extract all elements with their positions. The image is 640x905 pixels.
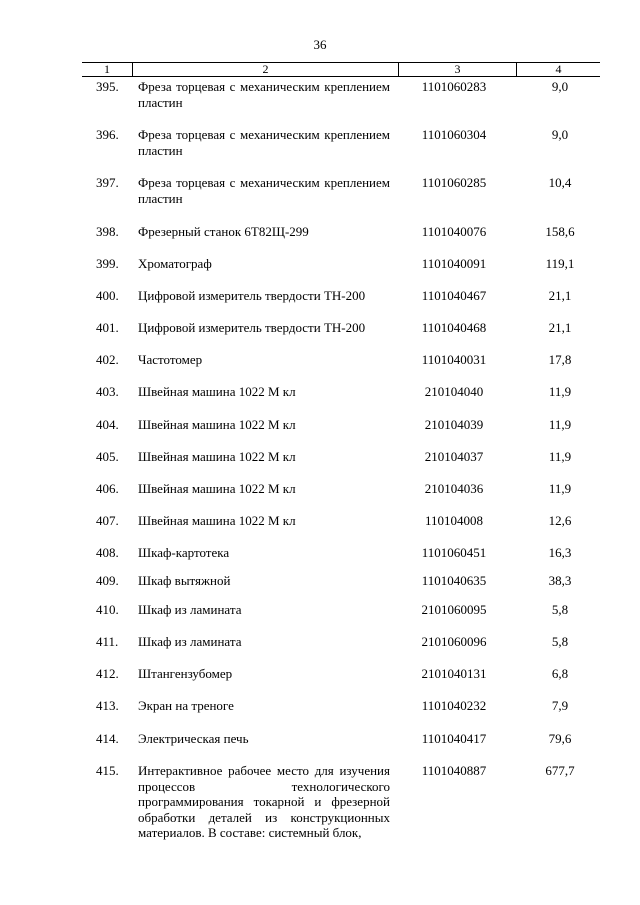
row-number: 411. [96,634,119,649]
row-number: 414. [96,731,119,746]
row-code: 1101040076 [421,224,487,239]
row-name: Швейная машина 1022 М кл [138,417,296,432]
row-name: Частотомер [138,352,203,367]
row-code: 1101060451 [421,545,487,560]
row-name: Хроматограф [138,256,212,271]
row-name: Цифровой измеритель твердости ТН-200 [138,320,366,335]
row-number: 415. [96,763,119,778]
row-code: 1101040232 [421,698,487,713]
row-number: 410. [96,602,119,617]
row-value: 7,9 [551,698,569,713]
row-name: Шкаф из ламината [138,602,242,617]
row-name: Электрическая печь [138,731,249,746]
row-name: Швейная машина 1022 М кл [138,449,296,464]
row-value: 158,6 [545,224,575,239]
column-header-1: 1 [104,62,110,76]
row-value: 11,9 [548,384,572,399]
row-code: 1101040635 [421,573,487,588]
row-number: 407. [96,513,119,528]
column-header-3: 3 [398,63,516,76]
row-number: 409. [96,573,119,588]
row-number: 412. [96,666,119,681]
row-code: 2101060095 [421,602,487,617]
row-number: 404. [96,417,119,432]
row-number: 397. [96,175,119,190]
row-code: 110104008 [424,513,484,528]
row-number: 398. [96,224,119,239]
row-value: 10,4 [548,175,572,190]
row-name: Шкаф вытяжной [138,573,231,588]
row-value: 38,3 [548,573,572,588]
row-name: Цифровой измеритель твердости ТН-200 [138,288,366,303]
row-number: 396. [96,127,119,142]
row-value: 11,9 [548,417,572,432]
row-name: Шкаф-картотека [138,545,230,560]
row-name: Штангензубомер [138,666,233,681]
row-value: 9,0 [551,127,569,142]
row-value: 11,9 [548,449,572,464]
row-name: Фреза торцевая с механическим креплением пластин [138,79,390,110]
row-value: 21,1 [548,288,572,303]
row-number: 395. [96,79,119,94]
row-code: 210104039 [424,417,484,432]
row-number: 413. [96,698,119,713]
row-name: Фреза торцевая с механическим креплением пластин [138,127,390,158]
row-value: 9,0 [551,79,569,94]
row-name: Шкаф из ламината [138,634,242,649]
row-number: 403. [96,384,119,399]
row-value: 79,6 [548,731,572,746]
row-code: 1101060285 [421,175,487,190]
row-name: Швейная машина 1022 М кл [138,513,296,528]
row-value: 677,7 [545,763,575,778]
row-code: 1101040417 [421,731,487,746]
column-header-2: 2 [132,63,398,76]
row-name: Швейная машина 1022 М кл [138,384,296,399]
row-code: 210104037 [424,449,484,464]
row-code: 1101040467 [421,288,487,303]
row-number: 400. [96,288,119,303]
column-header-4: 4 [516,63,600,76]
row-name: Фрезерный станок 6Т82Щ-299 [138,224,309,239]
row-value: 11,9 [548,481,572,496]
row-value: 6,8 [551,666,569,681]
row-code: 2101060096 [421,634,487,649]
row-code: 1101040887 [421,763,487,778]
row-value: 12,6 [548,513,572,528]
row-name: Интерактивное рабочее место для изучения процессов технологического программирования токарной и фрезерной обработки деталей из конструкционных материалов. В составе: системный блок, [138,763,390,840]
row-code: 1101040091 [421,256,487,271]
row-code: 210104040 [424,384,484,399]
row-code: 1101060304 [421,127,487,142]
row-number: 399. [96,256,119,271]
row-number: 401. [96,320,119,335]
row-name: Экран на треноге [138,698,234,713]
row-code: 1101040031 [421,352,487,367]
row-code: 1101060283 [421,79,487,94]
row-code: 2101040131 [421,666,487,681]
row-value: 5,8 [551,634,569,649]
row-code: 210104036 [424,481,484,496]
row-number: 406. [96,481,119,496]
row-value: 5,8 [551,602,569,617]
row-value: 16,3 [548,545,572,560]
row-name: Швейная машина 1022 М кл [138,481,296,496]
page-number: 36 [313,37,327,52]
row-number: 408. [96,545,119,560]
row-number: 402. [96,352,119,367]
table-header [82,62,600,77]
row-name: Фреза торцевая с механическим креплением пластин [138,175,390,206]
row-number: 405. [96,449,119,464]
row-value: 119,1 [545,256,575,271]
row-value: 17,8 [548,352,572,367]
row-code: 1101040468 [421,320,487,335]
row-value: 21,1 [548,320,572,335]
